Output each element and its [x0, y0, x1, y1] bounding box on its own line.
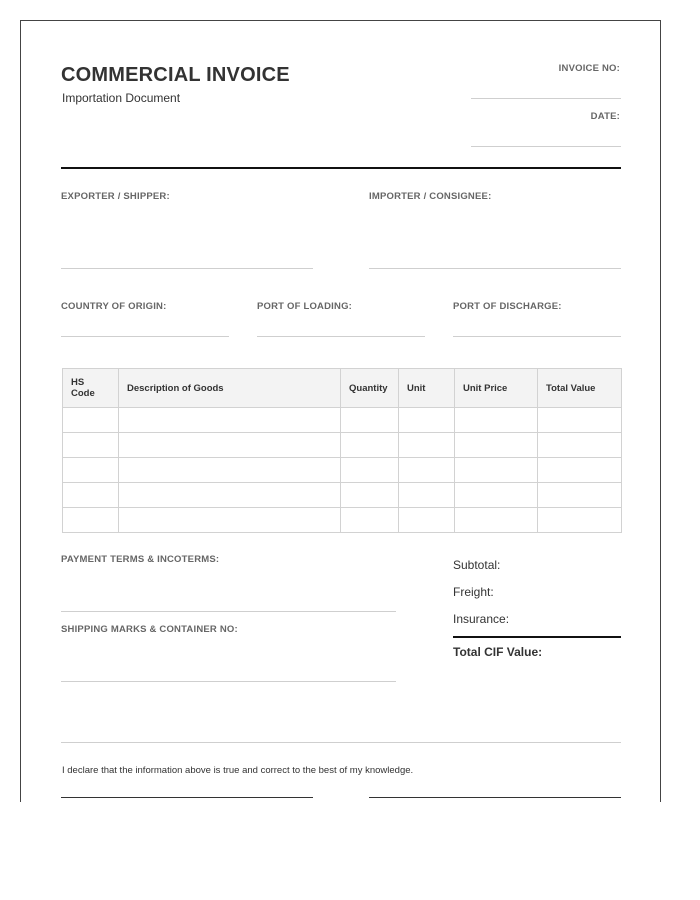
column-header-unit-price: Unit Price — [455, 369, 538, 408]
table-cell[interactable] — [341, 458, 399, 483]
table-cell[interactable] — [341, 508, 399, 533]
signature-line[interactable] — [61, 797, 313, 798]
table-row — [63, 433, 622, 458]
port-of-discharge-label: PORT OF DISCHARGE: — [453, 301, 562, 312]
table-cell[interactable] — [119, 408, 341, 433]
table-cell[interactable] — [455, 408, 538, 433]
table-cell[interactable] — [119, 433, 341, 458]
column-header-hs-code: HS Code — [63, 369, 119, 408]
goods-table-header — [63, 369, 622, 408]
port-of-loading-field[interactable] — [257, 336, 425, 337]
table-cell[interactable] — [341, 483, 399, 508]
invoice-no-field[interactable] — [471, 98, 621, 99]
payment-terms-label: PAYMENT TERMS & INCOTERMS: — [61, 554, 220, 565]
date-label: DATE: — [590, 111, 620, 122]
table-cell[interactable] — [455, 458, 538, 483]
total-cif-label: Total CIF Value: — [453, 645, 543, 659]
document-subtitle: Importation Document — [62, 91, 181, 105]
country-of-origin-label: COUNTRY OF ORIGIN: — [61, 301, 167, 312]
port-of-loading-label: PORT OF LOADING: — [257, 301, 353, 312]
payment-terms-field[interactable] — [61, 611, 396, 612]
table-cell[interactable] — [455, 483, 538, 508]
table-cell[interactable] — [63, 508, 119, 533]
table-cell[interactable] — [399, 408, 455, 433]
goods-table — [62, 368, 622, 533]
table-cell[interactable] — [399, 508, 455, 533]
totals-divider — [453, 636, 621, 638]
date-field[interactable] — [471, 146, 621, 147]
table-cell[interactable] — [63, 483, 119, 508]
country-of-origin-field[interactable] — [61, 336, 229, 337]
declaration-text: I declare that the information above is true and correct to the best of my knowledge. — [62, 765, 414, 776]
table-cell[interactable] — [119, 508, 341, 533]
table-cell[interactable] — [63, 458, 119, 483]
table-cell[interactable] — [538, 408, 622, 433]
table-cell[interactable] — [341, 433, 399, 458]
table-row — [63, 483, 622, 508]
table-cell[interactable] — [399, 483, 455, 508]
signature-date-line[interactable] — [369, 797, 621, 798]
table-cell[interactable] — [538, 483, 622, 508]
table-cell[interactable] — [399, 458, 455, 483]
column-header-unit: Unit — [399, 369, 455, 408]
table-cell[interactable] — [119, 458, 341, 483]
table-cell[interactable] — [538, 433, 622, 458]
goods-table-body — [63, 408, 622, 533]
exporter-field[interactable] — [61, 268, 313, 269]
importer-label: IMPORTER / CONSIGNEE: — [369, 191, 492, 202]
port-of-discharge-field[interactable] — [453, 336, 621, 337]
freight-label: Freight: — [453, 585, 494, 599]
table-cell[interactable] — [119, 483, 341, 508]
invoice-no-label: INVOICE NO: — [558, 63, 620, 74]
column-header-description: Description of Goods — [119, 369, 341, 408]
insurance-label: Insurance: — [453, 612, 510, 626]
table-cell[interactable] — [538, 508, 622, 533]
importer-field[interactable] — [369, 268, 621, 269]
table-cell[interactable] — [63, 433, 119, 458]
table-cell[interactable] — [399, 433, 455, 458]
table-cell[interactable] — [63, 408, 119, 433]
exporter-label: EXPORTER / SHIPPER: — [61, 191, 170, 202]
subtotal-label: Subtotal: — [453, 558, 501, 572]
table-row — [63, 458, 622, 483]
invoice-page — [20, 20, 661, 802]
column-header-quantity: Quantity — [341, 369, 399, 408]
table-cell[interactable] — [341, 408, 399, 433]
header-divider — [61, 167, 621, 169]
table-row — [63, 408, 622, 433]
column-header-total-value: Total Value — [538, 369, 622, 408]
shipping-marks-field[interactable] — [61, 681, 396, 682]
document-title: COMMERCIAL INVOICE — [61, 64, 290, 86]
table-cell[interactable] — [538, 458, 622, 483]
table-cell[interactable] — [455, 508, 538, 533]
shipping-marks-label: SHIPPING MARKS & CONTAINER NO: — [61, 624, 238, 635]
table-cell[interactable] — [455, 433, 538, 458]
table-row — [63, 508, 622, 533]
declaration-divider — [61, 742, 621, 743]
